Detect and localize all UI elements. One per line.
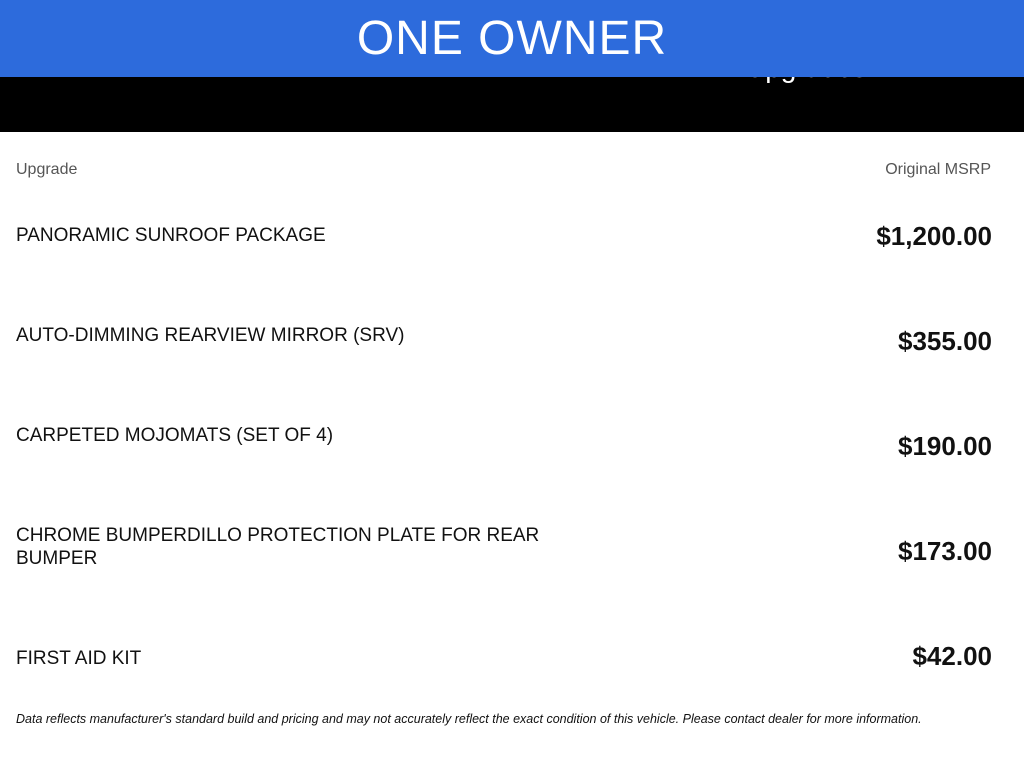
upgrade-name: PANORAMIC SUNROOF PACKAGE xyxy=(16,225,326,246)
upgrade-price: $355.00 xyxy=(898,326,992,356)
msrp-column-header: Original MSRP xyxy=(885,161,991,178)
one-owner-banner xyxy=(0,0,1024,77)
disclaimer-footnote: Data reflects manufacturer's standard build and pricing and may not accurately reflect the exact condition of this vehicle. Please contact dealer for more information. xyxy=(16,712,922,726)
upgrade-price: $173.00 xyxy=(898,536,992,566)
upgrade-name: CARPETED MOJOMATS (SET OF 4) xyxy=(16,425,334,446)
banner-title: ONE OWNER xyxy=(356,11,668,65)
upgrade-price: $1,200.00 xyxy=(876,221,992,251)
upgrade-price: $42.00 xyxy=(912,641,992,671)
upgrade-name: AUTO-DIMMING REARVIEW MIRROR (SRV) xyxy=(16,325,405,346)
upgrade-price: $190.00 xyxy=(898,431,992,461)
upgrade-name: FIRST AID KIT xyxy=(16,648,142,669)
table-header xyxy=(16,161,991,179)
upgrade-column-header: Upgrade xyxy=(16,161,78,178)
upgrade-name: CHROME BUMPERDILLO PROTECTION PLATE FOR REAR BUMPER xyxy=(16,525,540,569)
